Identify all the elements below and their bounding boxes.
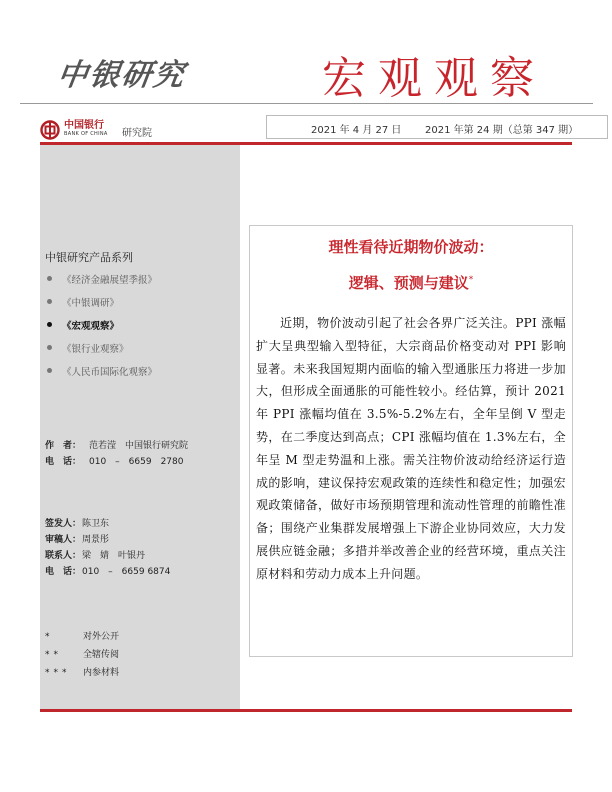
classification-legend [45, 628, 119, 682]
article-subtitle: 逻辑、预测与建议 [348, 274, 469, 292]
issue-number: 2021 年第 24 期（总第 347 期） [425, 125, 579, 136]
author-phone: 010 – 6659 2780 [89, 457, 184, 467]
bullet-icon [47, 368, 52, 373]
bullet-icon [47, 322, 52, 327]
bank-name-cn: 中国银行 [64, 120, 104, 131]
series-item[interactable]: 《人民币国际化观察》 [46, 364, 157, 387]
publication-title: 宏观观察 [322, 53, 546, 104]
bank-of-china-logo [40, 120, 108, 140]
series-item-active[interactable]: 《宏观观察》 [46, 318, 157, 341]
classification-label: 内参材料 [83, 668, 120, 678]
institute-label: 研究院 [122, 128, 152, 139]
article-abstract: 近期，物价波动引起了社会各界广泛关注。PPI 涨幅扩大呈典型输入型特征，大宗商品价格变动对 PPI 影响显著。未来我国短期内面临的输入型通胀压力将进一步加大，但形成全面通胀的可能性较小。经估算，预计 2021 年 PPI 涨幅均值在 3.5%-5.2%左右，全年呈倒 V 型走势，在二季度达到高点；CPI 涨幅均值在 1.3%左右，全年呈 M 型走势温和上涨。需关注物价波动给经济运行造成的影响，建议保持宏观政策的连续性和稳定性；加强宏观政策储备，做好市场预期管理和流动性管理的前瞻性准备；围绕产业集群发展增强上下游企业协同效应，大力发展供应链金融；多措并举改善企业的经营环境，重点关注原材料和劳动力成本上升问题。 [256, 316, 566, 581]
series-list [46, 272, 157, 387]
reviewer-value: 周景彤 [82, 535, 110, 545]
footnote-mark: * [468, 275, 474, 285]
star-marker: * [45, 632, 54, 642]
article-title-line2 [250, 272, 572, 293]
sidebar-panel [40, 145, 240, 709]
bullet-icon [47, 345, 52, 350]
series-title: 中银研究产品系列 [45, 251, 133, 264]
classification-label: 对外公开 [83, 632, 120, 642]
issue-info-box [266, 115, 608, 139]
bottom-red-bar [40, 709, 572, 712]
author-label: 作 者： [45, 441, 82, 451]
author-block [45, 438, 188, 470]
reviewer-label: 审稿人： [45, 535, 82, 545]
author-phone-label: 电 话： [45, 457, 82, 467]
series-item[interactable]: 《中银调研》 [46, 295, 157, 318]
author-value: 范若滢 中国银行研究院 [89, 441, 189, 451]
signer-value: 陈卫东 [82, 519, 110, 529]
article-title-line1: 理性看待近期物价波动： [328, 238, 494, 256]
bank-logo-icon [40, 120, 60, 140]
contact-value: 梁 婧 叶银丹 [82, 551, 146, 561]
contact-phone: 010 – 6659 6874 [82, 567, 171, 577]
bullet-icon [47, 299, 52, 304]
contact-phone-label: 电 话： [45, 567, 82, 577]
star-marker: ** [45, 650, 62, 660]
bank-name-en: BANK OF CHINA [64, 131, 108, 137]
series-item[interactable]: 《银行业观察》 [46, 341, 157, 364]
contact-label: 联系人： [45, 551, 82, 561]
abstract-card [249, 225, 573, 657]
signer-label: 签发人： [45, 519, 82, 529]
series-item[interactable]: 《经济金融展望季报》 [46, 272, 157, 295]
approval-block [45, 516, 170, 580]
bullet-icon [47, 276, 52, 281]
header-divider [20, 103, 593, 104]
brand-calligraphy: 中银研究 [55, 58, 188, 93]
classification-label: 全辖传阅 [83, 650, 120, 660]
issue-date: 2021 年 4 月 27 日 [311, 125, 402, 136]
star-marker: *** [45, 668, 71, 678]
